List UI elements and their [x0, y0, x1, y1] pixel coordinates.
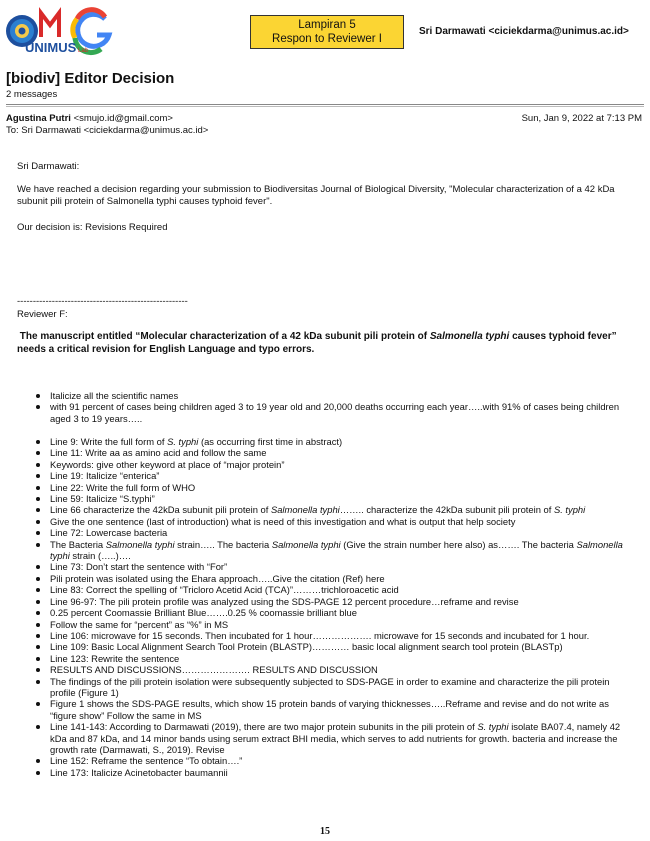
unimus-logo-text: UNIMUS [25, 40, 77, 55]
list-item: Line 173: Italicize Acinetobacter baumannii [50, 767, 635, 778]
list-item: Figure 1 shows the SDS-PAGE results, which show 15 protein bands of varying thicknesses…..Reframe and revise and do not write as “figure show” Follow the same in MS [50, 698, 635, 721]
general-comments-list [50, 390, 635, 424]
reviewer-label: Reviewer F: [17, 309, 68, 320]
list-item: Line 22: Write the full form of WHO [50, 482, 635, 493]
salutation: Sri Darmawati: [17, 161, 80, 172]
list-item: The Bacteria Salmonella typhi strain….. The bacteria Salmonella typhi (Give the strain number here also) as……. The bacteria Salmonella typhi strain (…..)…. [50, 539, 635, 562]
manuscript-text-b: causes typhoid fever” needs a critical revision for English Language and typo errors. [17, 331, 617, 355]
list-item: Line 72: Lowercase bacteria [50, 527, 635, 538]
list-item: Line 106: microwave for 15 seconds. Then incubated for 1 hour………………. microwave for 15 seconds and incubated for 1 hour. [50, 630, 635, 641]
list-item: Line 109: Basic Local Alignment Search Tool Protein (BLASTP)………… basic local alignment search tool protein (BLASTp) [50, 641, 635, 652]
g-logo [73, 10, 109, 53]
email-date: Sun, Jan 9, 2022 at 7:13 PM [521, 113, 642, 124]
list-item: 0.25 percent Coomassie Brilliant Blue…….0.25 % coomassie brilliant blue [50, 607, 635, 618]
page-number: 15 [320, 826, 330, 837]
list-item: Pili protein was isolated using the Ehara approach…..Give the citation (Ref) here [50, 573, 635, 584]
list-item: Line 66 characterize the 42kDa subunit pili protein of Salmonella typhi…….. characterize the 42kDa subunit pili protein of S. typhi [50, 504, 635, 515]
dashes-separator: ------------------------------------------------------ [17, 296, 188, 307]
lampiran-banner [250, 15, 404, 49]
list-item: Italicize all the scientific names [50, 390, 635, 401]
banner-line-1: Lampiran 5 [298, 19, 356, 31]
list-item: The findings of the pili protein isolation were subsequently subjected to SDS-PAGE in order to examine and characterize the pili protein profile (Figure 1) [50, 676, 635, 699]
to-line: To: Sri Darmawati <ciciekdarma@unimus.ac.id> [6, 125, 209, 136]
from-line [6, 113, 173, 124]
list-item: Give the one sentence (last of introduction) what is need of this investigation and what is output that help society [50, 516, 635, 527]
divider [6, 106, 644, 107]
list-item: RESULTS AND DISCUSSIONS…………………. RESULTS AND DISCUSSION [50, 664, 635, 675]
list-item: Line 59: Italicize “S.typhi” [50, 493, 635, 504]
manuscript-statement [17, 331, 637, 356]
account-sender: Sri Darmawati <ciciekdarma@unimus.ac.id> [419, 26, 629, 37]
list-item: Line 83: Correct the spelling of “Tricloro Acetid Acid (TCA)”………trichloroacetic acid [50, 584, 635, 595]
line-comments-list [50, 436, 635, 778]
list-item: Line 11: Write aa as amino acid and follow the same [50, 447, 635, 458]
list-item: with 91 percent of cases being children aged 3 to 19 year old and 20,000 deaths occurring each year…..with 91% of cases being children aged 3 to 19 years….. [50, 401, 635, 424]
from-name: Agustina Putri [6, 113, 71, 124]
email-subject: [biodiv] Editor Decision [6, 70, 175, 87]
list-item: Line 73: Don’t start the sentence with “For” [50, 561, 635, 572]
list-item: Line 152: Reframe the sentence “To obtain….” [50, 755, 635, 766]
logo-group [5, 5, 117, 57]
list-item: Keywords: give other keyword at place of “major protein” [50, 459, 635, 470]
list-item: Line 123: Rewrite the sentence [50, 653, 635, 664]
decision-text: Our decision is: Revisions Required [17, 222, 168, 233]
divider [6, 104, 644, 105]
logos [5, 5, 117, 57]
list-item: Line 96-97: The pili protein profile was analyzed using the SDS-PAGE 12 percent procedure…reframe and revise [50, 596, 635, 607]
list-item: Follow the same for “percent” as “%” in MS [50, 619, 635, 630]
intro-paragraph: We have reached a decision regarding your submission to Biodiversitas Journal of Biological Diversity, "Molecular characterization of a 42 kDa subunit pili protein of Salmonella typhi causes typhoid fever". [17, 184, 615, 207]
unimus-logo-small: Lab [78, 48, 89, 54]
banner-line-2: Respon to Reviewer I [272, 33, 382, 45]
m-logo [41, 13, 59, 37]
list-item: Line 9: Write the full form of S. typhi (as occurring first time in abstract) [50, 436, 635, 447]
list-item: Line 141-143: According to Darmawati (2019), there are two major protein subunits in the pili protein of S. typhi isolate BA07.4, namely 42 kDa and 87 kDa, and 14 minor bands using serum extract BHI media, which serves to add nutrients for growth. bacteria and increase the growth rate (Darmawati, S., 2019). Revise [50, 721, 635, 755]
manuscript-text-a: The manuscript entitled “Molecular characterization of a 42 kDa subunit pili protein of [19, 331, 430, 342]
list-item: Line 19: Italicize “enterica” [50, 470, 635, 481]
message-count: 2 messages [6, 89, 58, 100]
from-email: <smujo.id@gmail.com> [73, 113, 173, 124]
manuscript-italic: Salmonella typhi [429, 331, 510, 342]
